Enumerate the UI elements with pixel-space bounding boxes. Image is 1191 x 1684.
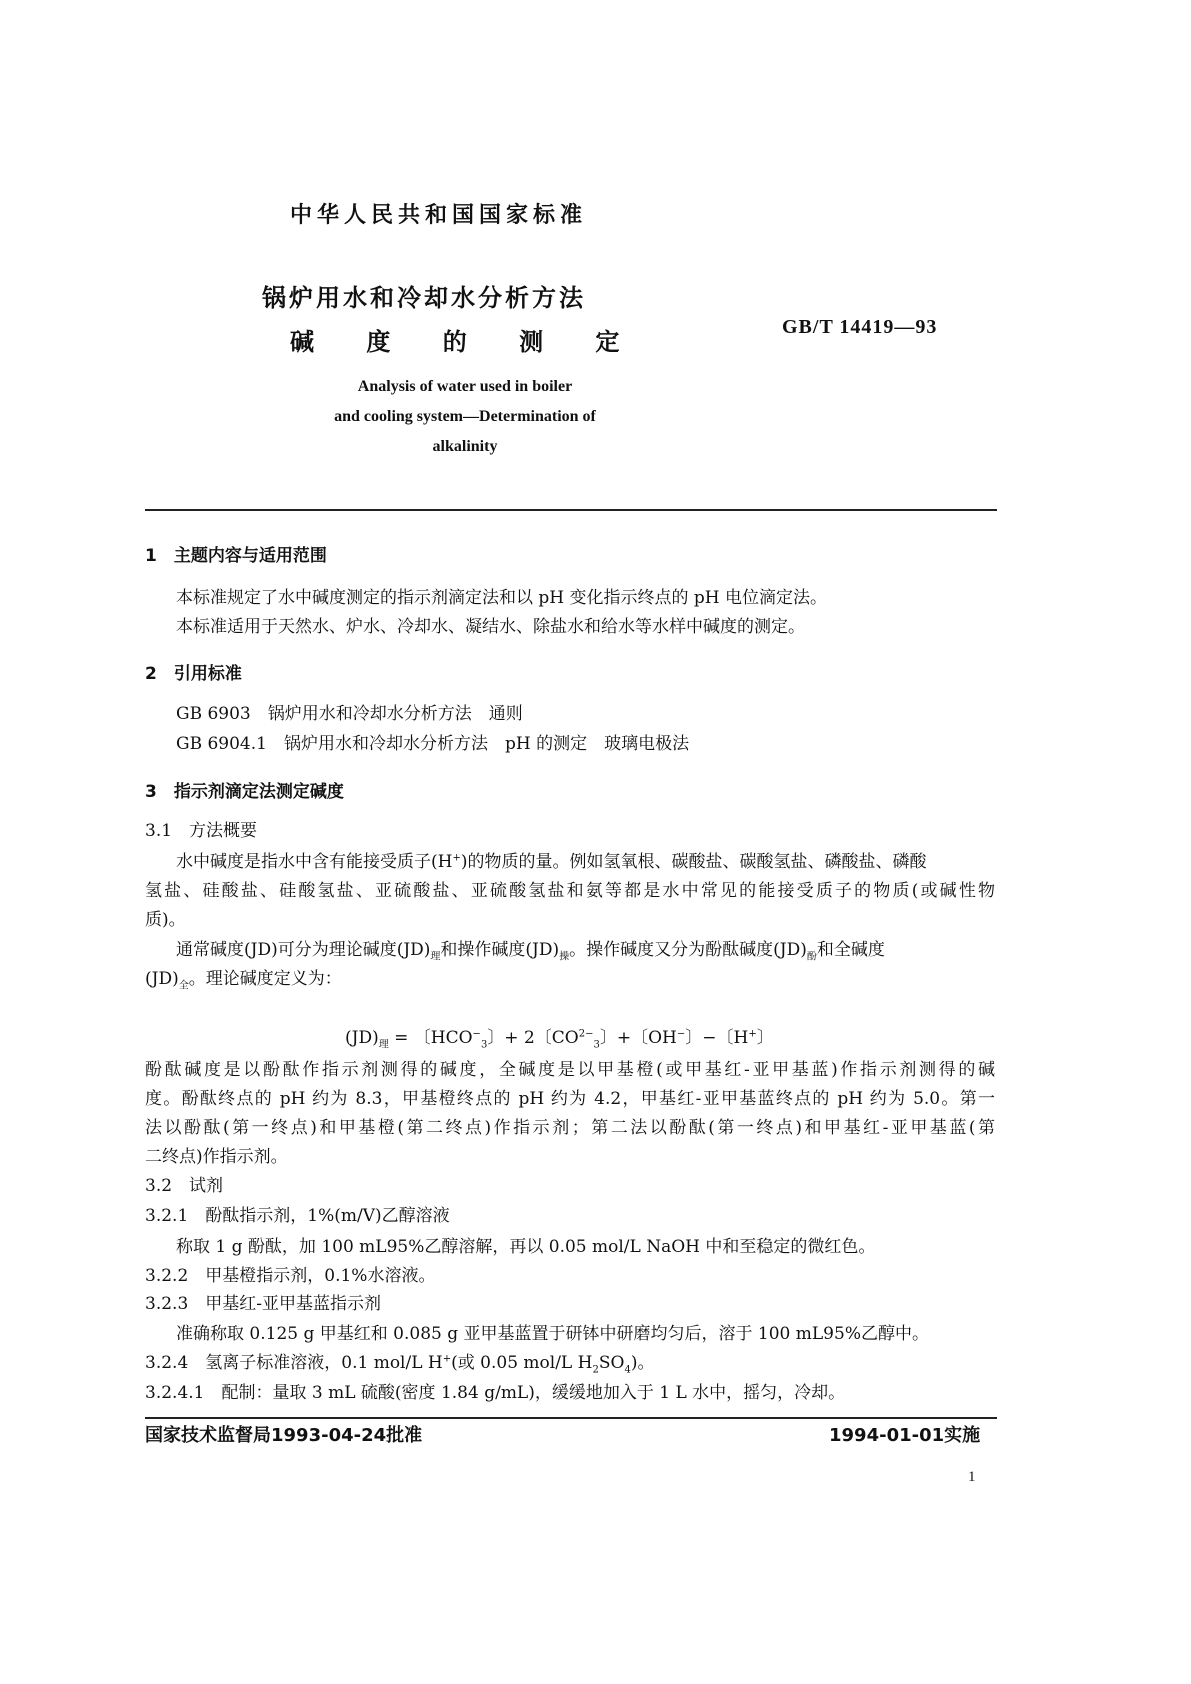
title-en-line2: and cooling system—Determination of <box>334 408 596 425</box>
text: 通常碱度(JD)可分为理论碱度(JD) <box>176 940 431 960</box>
paragraph-line: 氢盐、硅酸盐、硅酸氢盐、亚硫酸盐、亚硫酸氢盐和氨等都是水中常见的能接受质子的物质(或碱性物 <box>145 881 995 901</box>
superscript: 2− <box>578 1028 594 1040</box>
paragraph-line: 质)。 <box>145 910 186 930</box>
text: 。操作碱度又分为酚酞碱度(JD) <box>569 940 807 960</box>
text: 和操作碱度(JD) <box>440 940 560 960</box>
text: 。理论碱度定义为： <box>188 969 342 989</box>
footer-divider <box>145 1417 997 1419</box>
title-cn-line1: 锅炉用水和冷却水分析方法 <box>262 284 586 312</box>
subscript: 3 <box>480 1039 488 1051</box>
subscript: 理 <box>430 951 441 963</box>
subscript: 酚 <box>806 951 817 963</box>
title-en-line3: alkalinity <box>432 438 498 455</box>
reference-item: GB 6904.1 锅炉用水和冷却水分析方法 pH 的测定 玻璃电极法 <box>176 734 690 754</box>
section-3-2-heading: 3.2 试剂 <box>145 1176 224 1196</box>
paragraph-line: 本标准规定了水中碱度测定的指示剂滴定法和以 pH 变化指示终点的 pH 电位滴定法。 <box>176 588 828 608</box>
title-en-line1: Analysis of water used in boiler <box>357 378 573 395</box>
approval-date: 国家技术监督局1993-04-24批准 <box>145 1425 423 1446</box>
paragraph-line <box>176 851 995 873</box>
superscript: + <box>748 1028 757 1040</box>
subscript: 2 <box>592 1364 599 1376</box>
section-3-2-2-heading: 3.2.2 甲基橙指示剂，0.1%水溶液。 <box>145 1266 436 1286</box>
header-divider <box>145 509 997 511</box>
text: SO <box>598 1353 625 1373</box>
text: = 〔HCO <box>388 1028 473 1048</box>
section-1-heading: 1 主题内容与适用范围 <box>145 546 327 566</box>
text: )。 <box>630 1353 655 1373</box>
subscript: 全 <box>178 980 189 992</box>
paragraph-line <box>145 968 342 990</box>
text: (或 0.05 mol/L H <box>451 1353 593 1373</box>
org-title: 中华人民共和国国家标准 <box>290 203 588 228</box>
text: 〕+ 2〔CO <box>487 1028 579 1048</box>
reference-item: GB 6903 锅炉用水和冷却水分析方法 通则 <box>176 704 523 724</box>
text: (JD) <box>345 1028 379 1048</box>
section-3-2-4-1-heading: 3.2.4.1 配制：量取 3 mL 硫酸(密度 1.84 g/mL)，缓缓地加入于 1 L 水中，摇匀，冷却。 <box>145 1383 846 1403</box>
text: 〕+〔OH <box>599 1028 677 1048</box>
section-3-2-4-heading <box>145 1352 654 1374</box>
paragraph-line: 酚酞碱度是以酚酞作指示剂测得的碱度，全碱度是以甲基橙(或甲基红-亚甲基蓝)作指示剂测得的碱 <box>145 1060 995 1080</box>
section-3-2-1-heading: 3.2.1 酚酞指示剂，1%(m/V)乙醇溶液 <box>145 1206 450 1226</box>
superscript: + <box>442 1353 452 1365</box>
standard-code: GB/T 14419—93 <box>782 316 938 338</box>
paragraph-line: 法以酚酞(第一终点)和甲基橙(第二终点)作指示剂；第二法以酚酞(第一终点)和甲基红-亚甲基蓝(第 <box>145 1118 995 1138</box>
text: 水中碱度是指水中含有能接受质子(H <box>176 852 453 872</box>
text: 〕−〔H <box>685 1028 749 1048</box>
superscript: − <box>676 1028 686 1040</box>
section-3-1-heading: 3.1 方法概要 <box>145 821 258 841</box>
section-3-2-3-heading: 3.2.3 甲基红-亚甲基蓝指示剂 <box>145 1294 381 1314</box>
title-cn-line2: 碱 度 的 测 定 <box>290 328 620 356</box>
effective-date: 1994-01-01实施 <box>829 1425 981 1446</box>
text: 3.2.4 氢离子标准溶液，0.1 mol/L H <box>145 1353 443 1373</box>
section-3-heading: 3 指示剂滴定法测定碱度 <box>145 782 344 802</box>
superscript: − <box>472 1028 481 1040</box>
paragraph-line: 本标准适用于天然水、炉水、冷却水、凝结水、除盐水和给水等水样中碱度的测定。 <box>176 617 805 637</box>
subscript: 3 <box>593 1039 600 1051</box>
subscript: 操 <box>559 951 570 963</box>
paragraph-line: 二终点)作指示剂。 <box>145 1147 288 1167</box>
alkalinity-formula <box>345 1027 774 1049</box>
paragraph-line: 准确称取 0.125 g 甲基红和 0.085 g 亚甲基蓝置于研钵中研磨均匀后，溶于 100 mL95%乙醇中。 <box>176 1324 929 1344</box>
text: (JD) <box>145 969 179 989</box>
text: )的物质的量。例如氢氧根、碳酸盐、碳酸氢盐、磷酸盐、磷酸 <box>460 852 927 872</box>
subscript: 理 <box>378 1039 389 1051</box>
page-number: 1 <box>968 1469 976 1485</box>
paragraph-line <box>176 939 885 961</box>
superscript: + <box>452 852 461 864</box>
subscript: 4 <box>624 1364 631 1376</box>
text: 和全碱度 <box>816 940 885 960</box>
text: 〕 <box>756 1028 774 1048</box>
paragraph-line: 度。酚酞终点的 pH 约为 8.3，甲基橙终点的 pH 约为 4.2，甲基红-亚甲基蓝终点的 pH 约为 5.0。第一 <box>145 1089 995 1109</box>
section-2-heading: 2 引用标准 <box>145 664 242 684</box>
paragraph-line: 称取 1 g 酚酞，加 100 mL95%乙醇溶解，再以 0.05 mol/L NaOH 中和至稳定的微红色。 <box>176 1237 876 1257</box>
